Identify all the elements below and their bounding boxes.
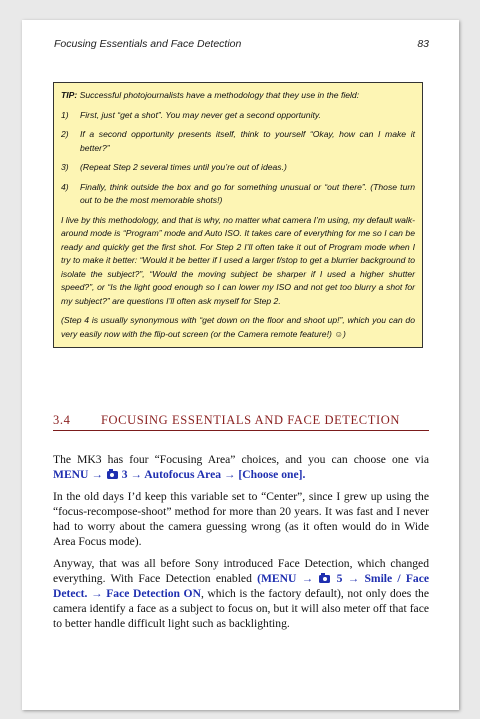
tip-intro-text: Successful photojournalists have a methodology that they use in the field: — [77, 90, 360, 100]
menu-path-text: MENU → — [53, 468, 106, 481]
tip-step-number: 1) — [61, 109, 69, 120]
menu-path-text: (MENU → — [257, 572, 319, 585]
body-text-run: The MK3 has four “Focusing Area” choices, and you can choose one via — [53, 453, 429, 466]
tip-box — [53, 82, 423, 348]
tip-step — [61, 128, 415, 155]
section-title: FOCUSING ESSENTIALS AND FACE DETECTION — [101, 413, 400, 427]
tip-paragraph: I live by this methodology, and that is why, no matter what camera I’m using, my default walk-around mode is “Program” mode and Auto ISO. It takes care of everything for me so I can be ready and quickly get the first shot. For Step 2 I’ll often take it out of Program mode when I try to make it better: “Would it be better if I used a larger f/stop to get a blurrier background to isolate the subject?”, “Would the moving subject be sharper if I used a higher shutter speed?”, or “Is the light good enough so I can lower my ISO and not get too blurry a shot for my subject?” are questions I’ll often ask myself for Step 2. — [61, 214, 415, 306]
section-number: 3.4 — [53, 413, 71, 427]
body-text-run: , which is the factory default), not only does the camera identify a face as a subject to focus on, but it will also meter off that face to better handle difficult light such as backlighting. — [53, 587, 429, 630]
tip-step — [61, 181, 415, 208]
camera-icon — [107, 471, 118, 479]
menu-path-text: 3 → Autofocus Area → [Choose one]. — [118, 468, 306, 481]
body-paragraph-1 — [53, 452, 429, 482]
menu-path — [53, 468, 305, 481]
tip-label: TIP: — [61, 90, 78, 100]
document-page — [22, 20, 459, 710]
tip-step — [61, 109, 415, 123]
body-paragraph-2: In the old days I’d keep this variable set to “Center”, since I grew up using the “focus-recompose-shoot” method for more than 20 years. It was fast and I never had to worry about the camera guessing wrong (as it often would do in Wide Area Focus mode). — [53, 490, 429, 548]
tip-step-number: 2) — [61, 129, 69, 139]
tip-step — [61, 161, 415, 175]
tip-step-text: First, just “get a shot”. You may never get a second opportunity. — [80, 109, 321, 120]
running-head — [54, 38, 429, 50]
body-text — [53, 452, 429, 638]
section-heading — [53, 413, 429, 431]
body-text-run: Anyway, that was all before Sony introduced Face Detection, which changed everything. With Face Detection enabled — [53, 557, 429, 585]
body-paragraph-3 — [53, 556, 429, 631]
page-number: 83 — [417, 38, 429, 50]
tip-step-number: 3) — [61, 162, 69, 172]
menu-path-text: 5 → Smile / Face Detect. → Face Detection ON — [53, 572, 429, 600]
tip-closing: (Step 4 is usually synonymous with “get down on the floor and shoot up!”, which you can do very easily now with the flip-out screen (or the Camera remote feature!) ☺) — [61, 315, 415, 339]
tip-step-number: 4) — [61, 181, 69, 192]
tip-step-text: If a second opportunity presents itself, think to yourself “Okay, how can I make it better?” — [80, 129, 415, 153]
tip-step-text: Finally, think outside the box and go for something unusual or “out there”. (Those turn out to be the most memorable shots!) — [80, 181, 415, 205]
camera-icon — [319, 575, 330, 583]
tip-step-text: (Repeat Step 2 several times until you’re out of ideas.) — [80, 162, 287, 172]
running-head-title: Focusing Essentials and Face Detection — [54, 38, 242, 50]
tip-intro — [61, 89, 415, 103]
